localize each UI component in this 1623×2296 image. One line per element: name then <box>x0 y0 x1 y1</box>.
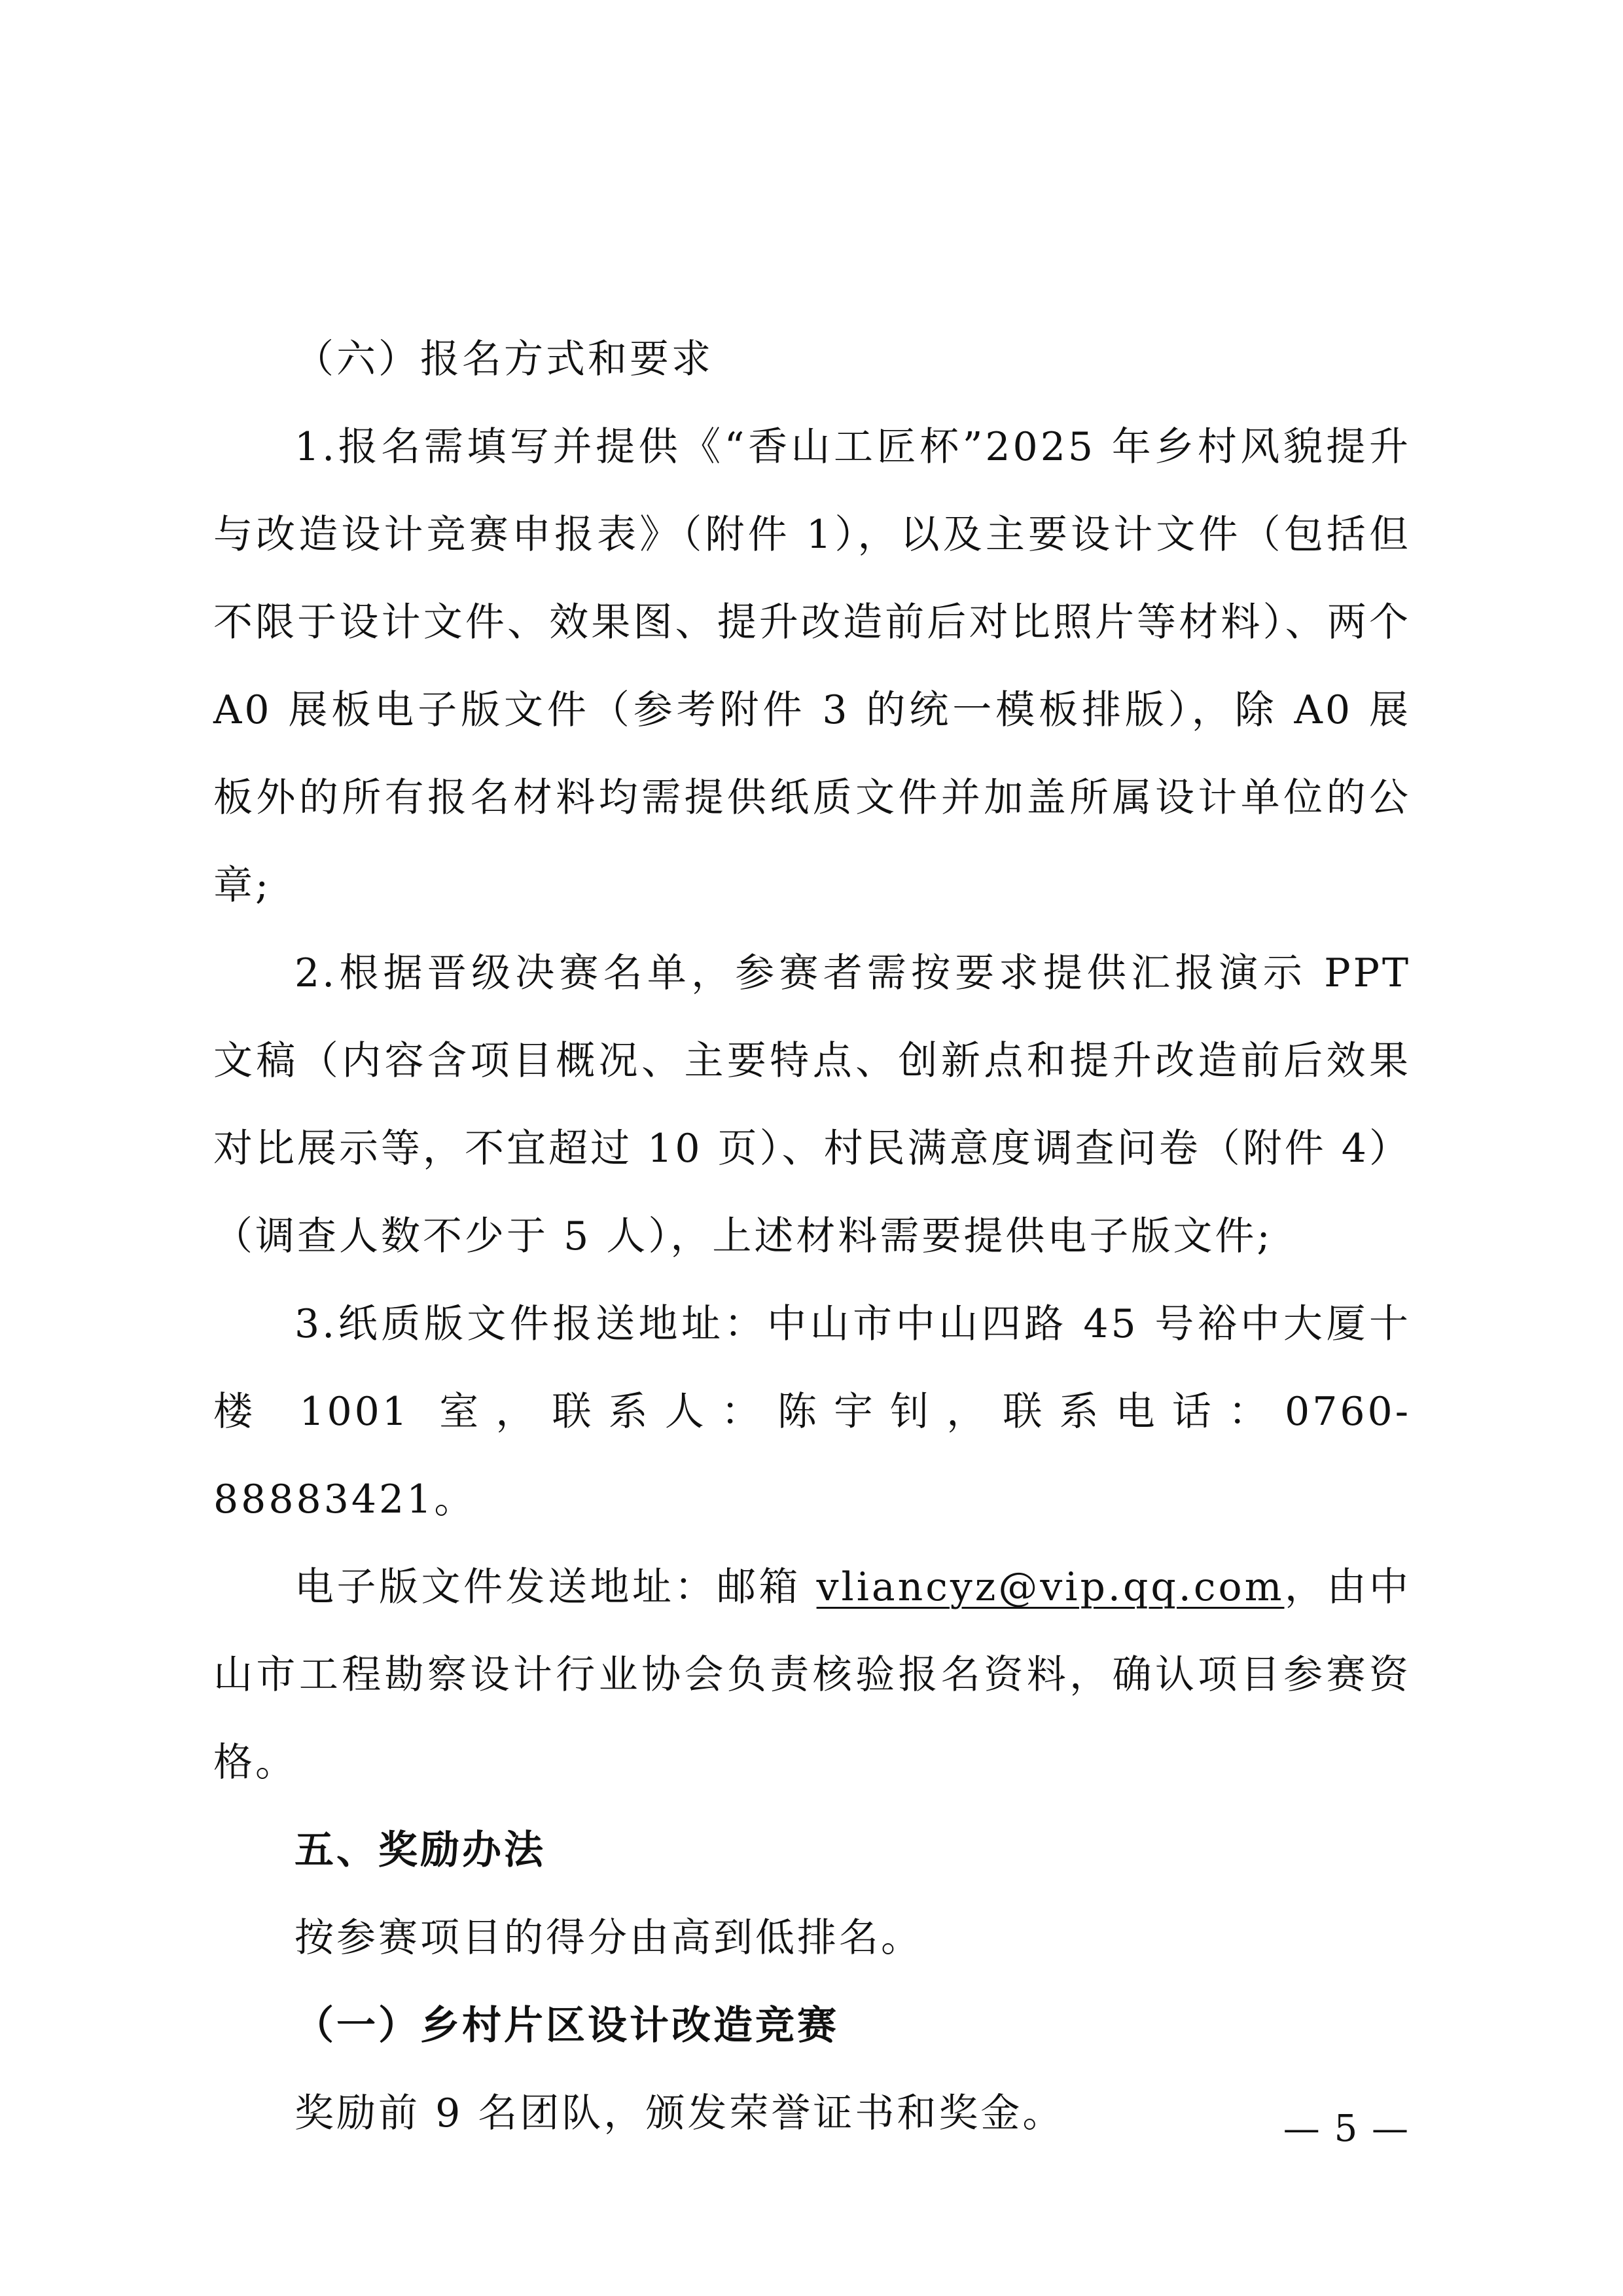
document-body <box>213 315 1411 2157</box>
page-number: — 5 — <box>1283 2108 1410 2150</box>
section-five-heading: 五、奖励办法 <box>294 1827 546 1873</box>
email-link[interactable]: vliancyz@vip.qq.com <box>816 1564 1285 1610</box>
electronic-submission-paragraph <box>213 1543 1411 1806</box>
email-suffix-text: ，由中山市工程勘察设计行业协会负责核验报名资料，确认项目参赛资格。 <box>213 1564 1412 1785</box>
registration-item-1: 1.报名需填写并提供《“香山工匠杯”2025 年乡村风貌提升与改造设计竞赛申报表》（附件 1），以及主要设计文件（包括但不限于设计文件、效果图、提升改造前后对比照片等材料）、两个 A0 展板电子版文件（参考附件 3 的统一模板排版），除 A0 展板外的所有报名材料均需提供纸质文件并加盖所属设计单位的公章; <box>213 424 1411 908</box>
section-six-heading: （六）报名方式和要求 <box>294 336 713 382</box>
ranking-text: 按参赛项目的得分由高到低排名。 <box>294 1915 923 1961</box>
registration-item-2: 2.根据晋级决赛名单，参赛者需按要求提供汇报演示 PPT 文稿（内容含项目概况、主要特点、创新点和提升改造前后效果对比展示等，不宜超过 10 页）、村民满意度调查问卷（附件 4）（调查人数不少于 5 人），上述材料需要提供电子版文件; <box>213 950 1411 1259</box>
subsection-one-heading: （一）乡村片区设计改造竞赛 <box>294 2003 839 2049</box>
registration-item-3: 3.纸质版文件报送地址：中山市中山四路 45 号裕中大厦十楼 1001 室，联系人：陈宇钊，联系电话：0760-88883421。 <box>213 1301 1411 1522</box>
award-text: 奖励前 9 名团队，颁发荣誉证书和奖金。 <box>294 2090 1065 2136</box>
email-prefix-text: 电子版文件发送地址：邮箱 <box>294 1564 817 1610</box>
